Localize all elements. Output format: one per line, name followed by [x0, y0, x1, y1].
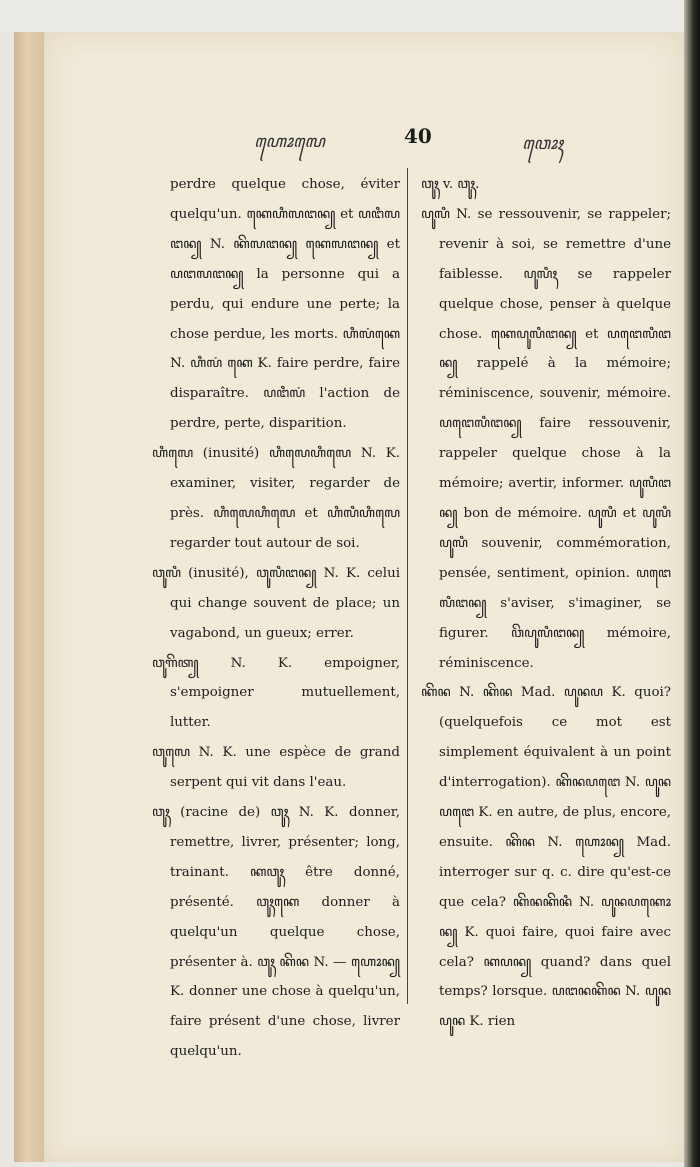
dictionary-entry: ꦲꦶꦭꦺ (inusité) ꦲꦶꦭꦺꦲꦶꦭꦺ N. K. examiner, visiter, regarder de près. ꦲꦶꦭꦺꦲꦶꦭꦺ et ꦲꦶꦭꦶꦲꦶꦭꦺ regarder tout autour de soi. — [152, 446, 400, 551]
dictionary-entry: ꦮꦸꦭꦶ (inusité), ꦮꦸꦭꦶꦔꦤ꧀ N. K. celui qui change souvent de place; un vagabond, un gueux; errer. — [152, 565, 400, 641]
column-divider — [407, 168, 408, 1004]
book-spine — [14, 32, 44, 1162]
dictionary-entry: ꦥꦸꦭꦶ N. se ressouvenir, se rappeler; revenir à soi, se remettre d'une faiblesse. ꦥꦸꦭꦶꦃ se rappeler quelque chose, penser à quelque chose. ꦏꦺꦥꦸꦭꦶꦔꦤ꧀ et ꦥꦔꦺꦭꦶꦔꦤ꧀ rappelé à la mémoire; réminiscence, souvenir, mémoire. ꦥꦔꦺꦭꦶꦔꦤ꧀ faire ressouvenir, rappeler quelque chose à la mémoire; avertir, informer. ꦥꦸꦭꦶꦔꦤ꧀ bon de mémoire. ꦥꦸꦭꦶ et ꦥꦸꦭꦶꦥꦸꦭꦶ souvenir, commémoration, pensée, sentiment, opinion. ꦥꦔꦺꦭꦶꦔꦤ꧀ s'aviser, s'imaginer, se figurer. ꦮꦼꦥꦸꦭꦶꦔꦤ꧀ mémoire, réminiscence. — [421, 206, 671, 671]
right-column — [421, 170, 671, 1037]
left-column — [152, 170, 400, 1067]
page-header — [44, 124, 684, 158]
dictionary-entry: ꦮꦸꦃ v. ꦮꦸꦃ. — [421, 177, 480, 192]
dictionary-entry: ꦏꦼꦤ N. ꦏꦼꦤ Mad. ꦥꦸꦤꦥ K. quoi? (quelquefois ce mot est simplement équivalent à un point d'interrogation). ꦏꦼꦤꦥꦔꦺ N. ꦥꦸꦤꦥꦔꦺ K. en autre, de plus, encore, ensuite. ꦏꦼꦤ N. ꦲꦺꦴꦤ꧀ Mad. interroger sur q. c. dire qu'est-ce que cela? ꦏꦼꦤꦏꦼꦤꦶ N. ꦥꦸꦤꦥꦏꦺꦴꦤ꧀ K. quoi faire, quoi faire avec cela? ꦏꦥꦤ꧀ quand? dans quel temps? lorsque. ꦥꦔꦤꦏꦼꦤ N. ꦥꦸꦤꦥꦸꦤ K. rien — [421, 685, 671, 1030]
scan-edge — [684, 0, 700, 1167]
running-head-right: ꦮꦺꦴꦃ — [522, 134, 563, 154]
dictionary-entry: ꦮꦸꦒꦼꦠ꧀ N. K. empoigner, s'empoigner mutuellement, lutter. — [152, 655, 400, 731]
dictionary-entry: perdre quelque chose, éviter quelqu'un. ꦏꦺꦲꦶꦭꦔꦤ꧀ et ꦥꦔꦶꦭꦔꦤ꧀ N. ꦏꦼꦭꦔꦤ꧀ ꦏꦺꦭꦔꦤ꧀ et ꦥꦔꦭꦔꦤ꧀ la personne qui a perdu, qui endure une perte; la chose perdue, les morts. ꦲꦶꦭꦁꦏꦺ N. ꦲꦶꦭꦁ ꦏꦺ K. faire perdre, faire disparaître. ꦥꦔꦶꦭꦁ l'action de perdre, perte, disparition. — [170, 177, 400, 432]
page-number: 40 — [404, 124, 432, 148]
dictionary-entry: ꦮꦸꦃ (racine de) ꦮꦸꦃ N. K. donner, remettre, livrer, présenter; long, trainant. ꦏꦮꦸꦃ être donné, présenté. ꦮꦸꦃꦏꦺ donner à quelqu'un quelque chose, présenter à. ꦮꦸꦃ ꦏꦼꦤ N. — ꦲꦺꦴꦤ꧀ K. donner une chose à quelqu'un, faire présent d'une chose, livrer quelqu'un. — [152, 805, 400, 1060]
running-head-left: ꦲꦺꦴꦭꦺ — [254, 132, 325, 152]
dictionary-entry: ꦮꦸꦭꦺ N. K. une espèce de grand serpent qui vit dans l'eau. — [152, 745, 400, 791]
scan-background-top — [0, 0, 684, 32]
